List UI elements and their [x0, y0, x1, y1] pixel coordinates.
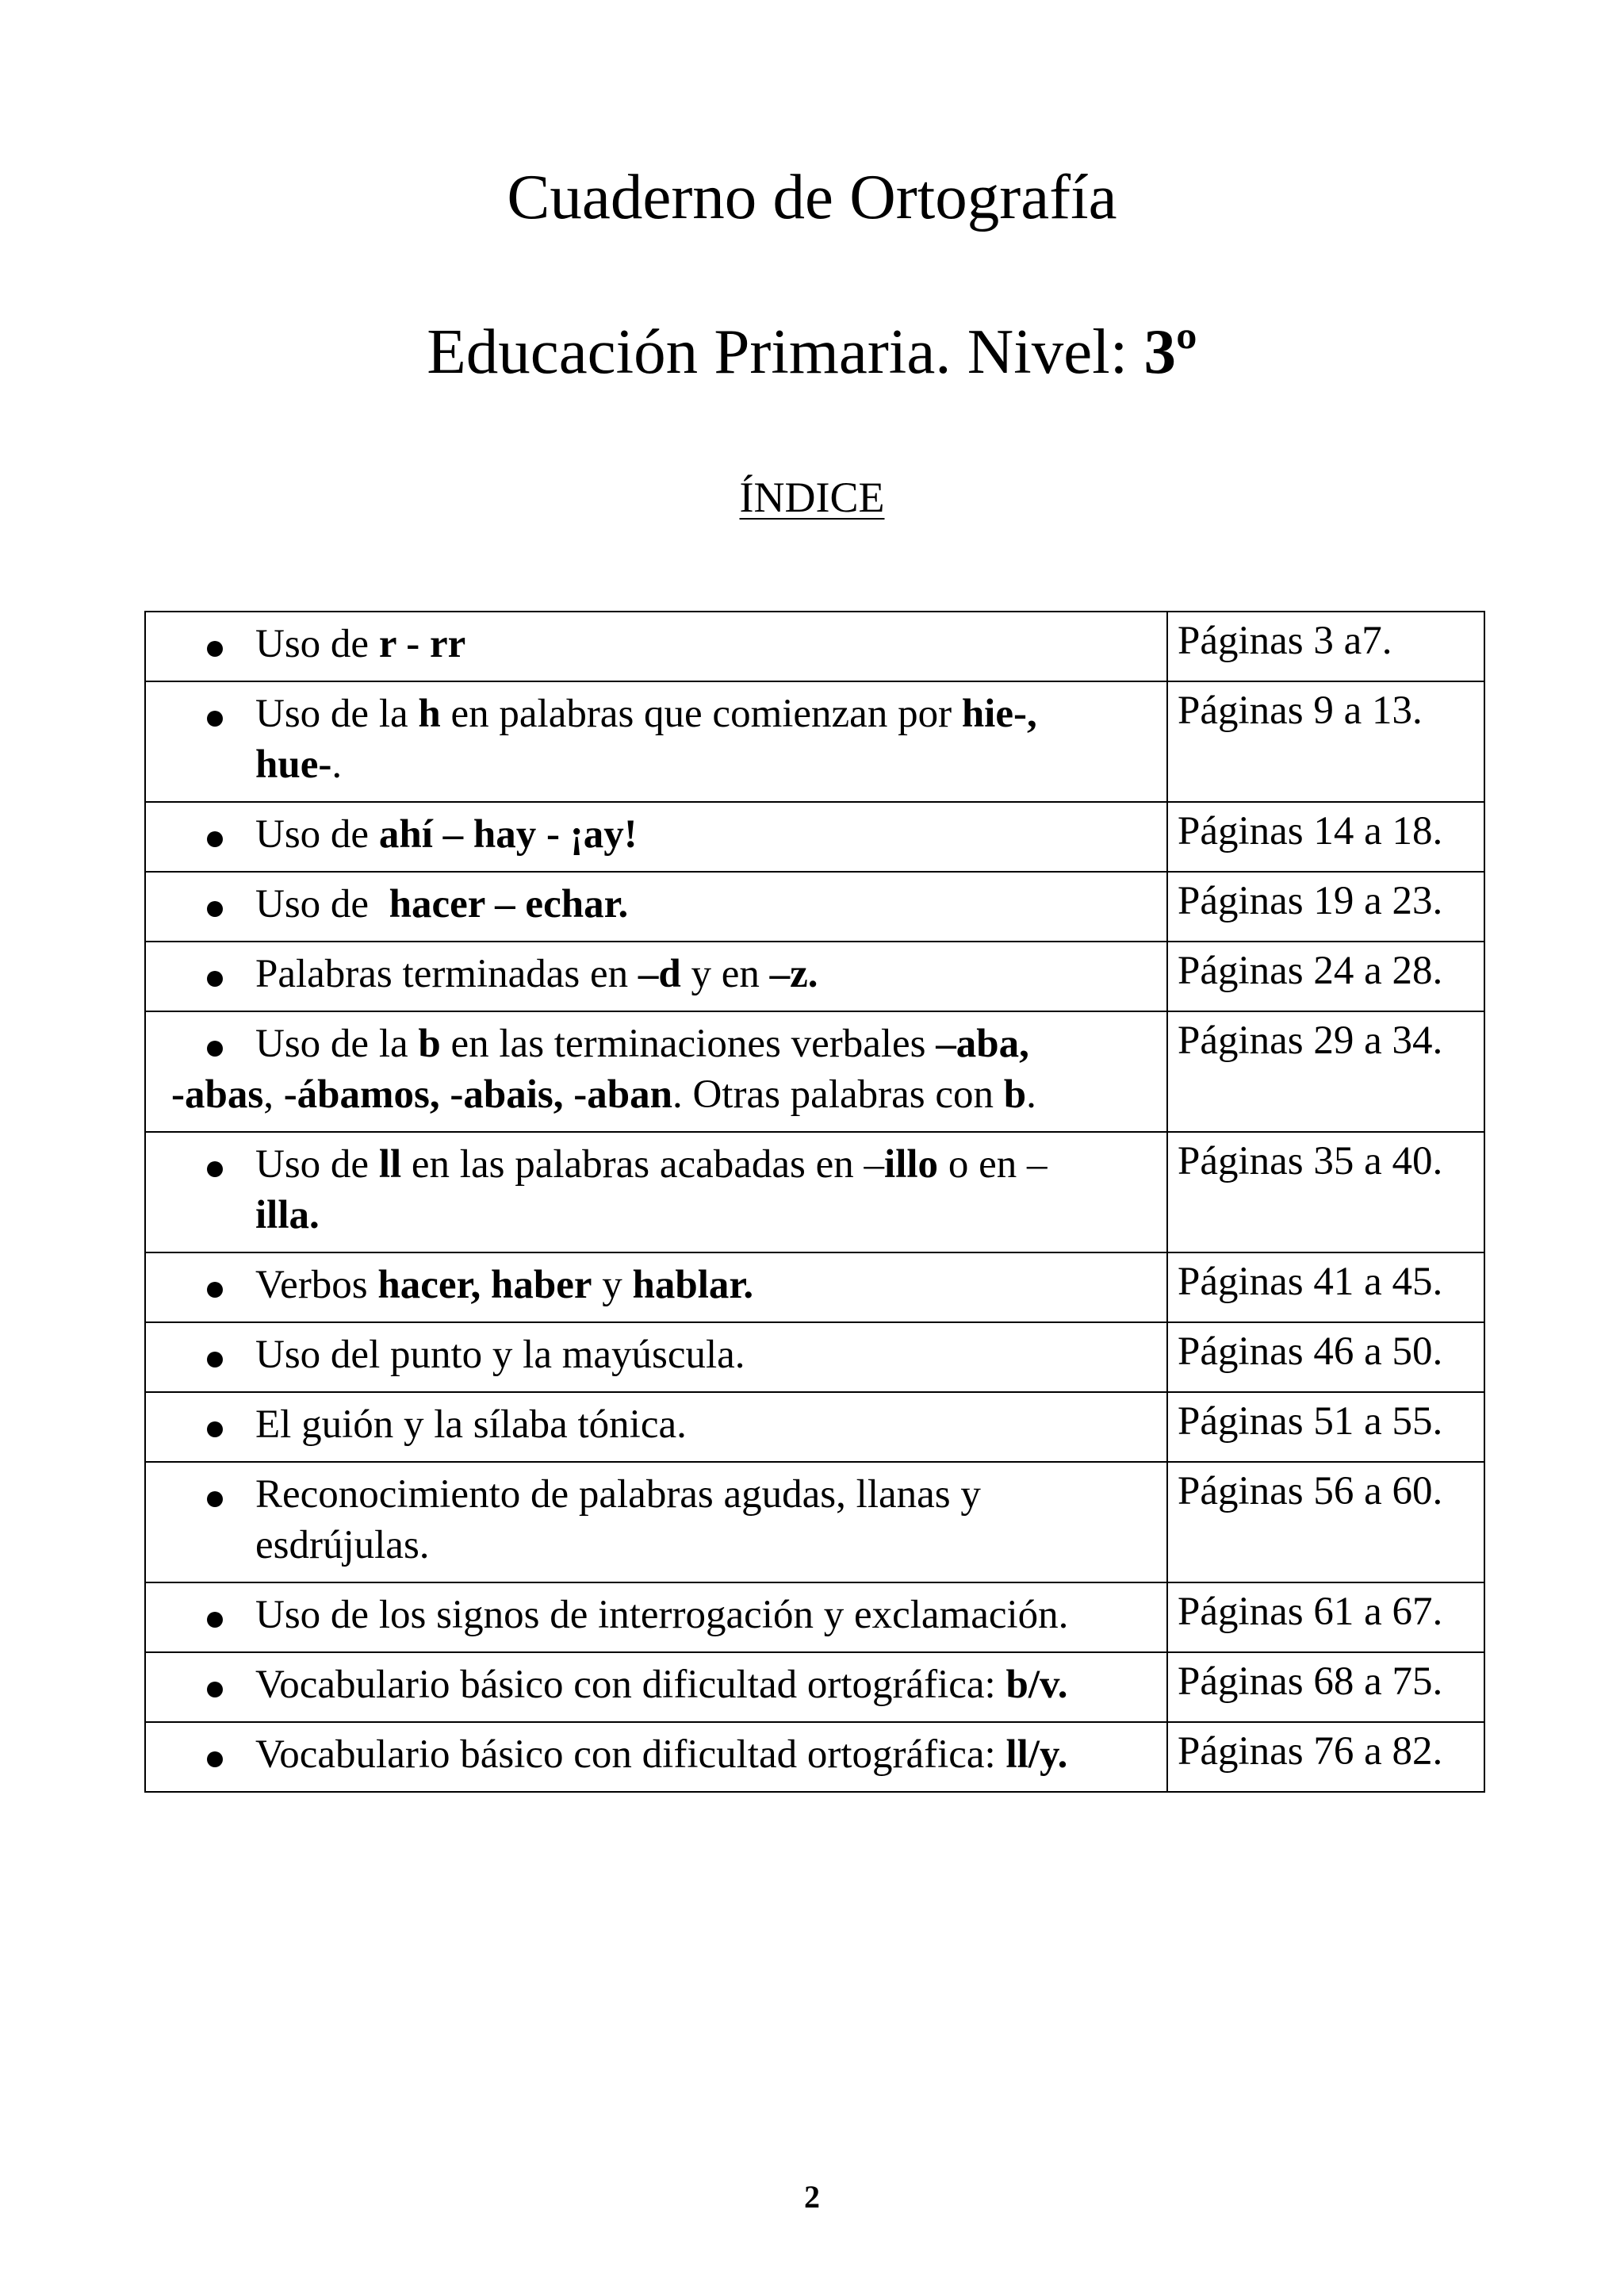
index-topic: El guión y la sílaba tónica.	[255, 1402, 687, 1447]
index-pages: Páginas 61 a 67.	[1167, 1582, 1484, 1652]
bullet-icon	[146, 1590, 255, 1640]
bullet-icon	[146, 879, 255, 930]
index-pages: Páginas 51 a 55.	[1167, 1392, 1484, 1462]
index-topic-cell	[145, 1722, 1167, 1792]
index-topic-cell	[145, 1582, 1167, 1652]
index-row	[145, 1462, 1484, 1582]
index-pages: Páginas 3 a7.	[1167, 612, 1484, 681]
index-topic-cell	[145, 1462, 1167, 1582]
index-table	[144, 611, 1485, 1793]
bullet-icon	[146, 619, 255, 669]
index-topic: Uso del punto y la mayúscula.	[255, 1333, 745, 1377]
subtitle-level: 3º	[1143, 316, 1197, 387]
bullet-icon	[146, 1139, 255, 1190]
index-pages: Páginas 9 a 13.	[1167, 681, 1484, 802]
bullet-icon	[146, 1399, 255, 1450]
index-pages: Páginas 46 a 50.	[1167, 1322, 1484, 1392]
index-pages: Páginas 68 a 75.	[1167, 1652, 1484, 1722]
index-row	[145, 1252, 1484, 1322]
index-topic: Uso de la h en palabras que comienzan por hie-, hue-.	[255, 692, 1037, 787]
bullet-icon	[146, 1329, 255, 1380]
index-pages: Páginas 41 a 45.	[1167, 1252, 1484, 1322]
index-topic-cell	[145, 1392, 1167, 1462]
index-topic-cell	[145, 1322, 1167, 1392]
index-topic-cell	[145, 681, 1167, 802]
index-row	[145, 802, 1484, 872]
document-title: Cuaderno de Ortografía	[507, 161, 1117, 232]
bullet-icon	[146, 1018, 255, 1069]
index-topic: Uso de los signos de interrogación y exclamación.	[255, 1593, 1069, 1637]
bullet-icon	[146, 809, 255, 860]
index-topic: Vocabulario básico con dificultad ortográfica: ll/y.	[255, 1732, 1068, 1777]
index-topic-cell	[145, 612, 1167, 681]
bullet-icon	[146, 949, 255, 999]
index-topic	[171, 1018, 1159, 1120]
index-topic: Vocabulario básico con dificultad ortográfica: b/v.	[255, 1663, 1068, 1707]
index-row	[145, 872, 1484, 942]
index-row	[145, 1392, 1484, 1462]
bullet-icon	[146, 1659, 255, 1710]
bullet-icon	[146, 1729, 255, 1780]
index-topic-cell	[145, 1652, 1167, 1722]
index-row	[145, 612, 1484, 681]
index-row	[145, 1132, 1484, 1252]
topic-line-1: Uso de la b en las terminaciones verbales –aba,	[255, 1022, 1029, 1066]
index-topic: Verbos hacer, haber y hablar.	[255, 1263, 754, 1307]
index-row	[145, 1722, 1484, 1792]
index-pages: Páginas 35 a 40.	[1167, 1132, 1484, 1252]
index-pages: Páginas 29 a 34.	[1167, 1011, 1484, 1132]
index-topic: Uso de ahí – hay - ¡ay!	[255, 812, 638, 857]
subtitle-text: Educación Primaria. Nivel:	[427, 316, 1144, 387]
index-pages: Páginas 19 a 23.	[1167, 872, 1484, 942]
index-row	[145, 681, 1484, 802]
index-row	[145, 1582, 1484, 1652]
index-pages: Páginas 56 a 60.	[1167, 1462, 1484, 1582]
index-row	[145, 1652, 1484, 1722]
topic-line-2: -abas, -ábamos, -abais, -aban. Otras palabras con b.	[171, 1072, 1036, 1117]
document-subtitle	[0, 312, 1624, 391]
index-topic-cell	[145, 872, 1167, 942]
index-topic: Uso de ll en las palabras acabadas en –illo o en –illa.	[255, 1142, 1048, 1237]
index-topic-cell	[145, 1132, 1167, 1252]
bullet-icon	[146, 1469, 255, 1520]
index-topic: Uso de r - rr	[255, 622, 466, 666]
index-pages: Páginas 24 a 28.	[1167, 942, 1484, 1011]
bullet-icon	[146, 1260, 255, 1310]
index-topic-cell	[145, 802, 1167, 872]
index-pages: Páginas 76 a 82.	[1167, 1722, 1484, 1792]
index-topic-cell	[145, 1011, 1167, 1132]
index-topic: Reconocimiento de palabras agudas, llanas y esdrújulas.	[255, 1472, 981, 1567]
page-number: 2	[804, 2179, 820, 2215]
index-heading: ÍNDICE	[739, 474, 885, 521]
index-row	[145, 1011, 1484, 1132]
index-pages: Páginas 14 a 18.	[1167, 802, 1484, 872]
index-row	[145, 1322, 1484, 1392]
bullet-icon	[146, 689, 255, 739]
index-topic: Palabras terminadas en –d y en –z.	[255, 952, 818, 996]
index-topic-cell	[145, 1252, 1167, 1322]
index-topic: Uso de hacer – echar.	[255, 882, 629, 926]
index-topic-cell	[145, 942, 1167, 1011]
index-row	[145, 942, 1484, 1011]
